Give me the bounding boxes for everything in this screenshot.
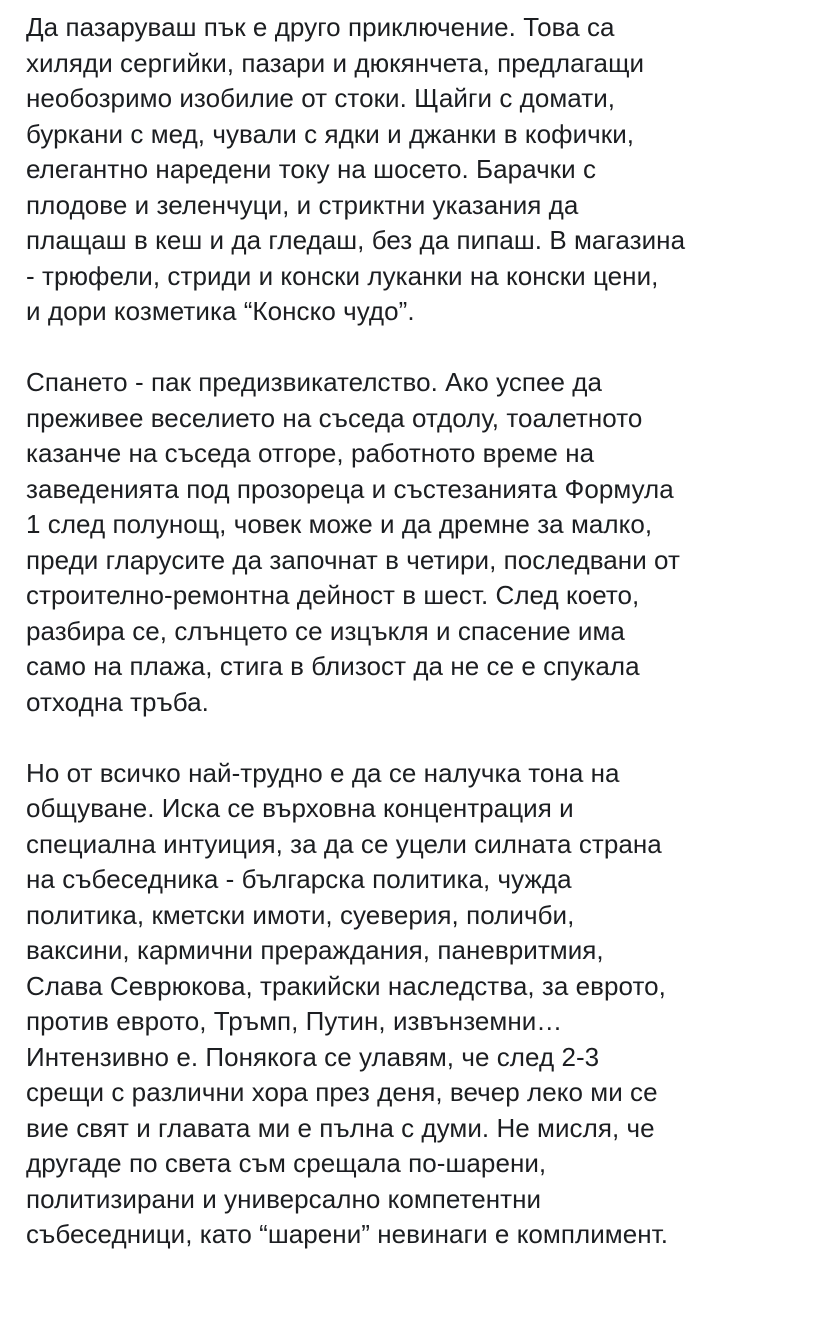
text-line: специална интуиция, за да се уцели силната страна [26,828,662,859]
text-line: хиляди сергийки, пазари и дюкянчета, предлагащи [26,47,645,78]
text-line: събеседници, като “шарени” невинаги е комплимент. [26,1219,668,1249]
text-line: 1 след полунощ, човек може и да дремне за малко, [26,509,653,539]
text-line: на събеседника - българска политика, чужда [26,864,572,894]
text-line: Но от всичко най-трудно е да се налучка тона на [26,757,620,788]
text-line: общуване. Иска се върховна концентрация и [26,793,574,823]
text-line: казанче на съседа отгоре, работното време на [26,438,595,468]
text-line: само на плажа, стига в близост да не се е спукала [26,651,640,681]
text-line: елегантно наредени току на шосето. Барачки с [26,154,596,184]
text-line: вие свят и главата ми е пълна с думи. Не мисля, че [26,1112,655,1143]
text-paragraph [26,756,816,1253]
text-line: ваксини, кармични прераждания, паневритмия, [26,935,604,965]
post-text-body [26,10,816,1288]
text-line: заведенията под прозореца и състезанията Формула [26,473,674,504]
text-line: - трюфели, стриди и конски луканки на конски цени, [26,260,659,291]
text-line: срещи с различни хора през деня, вечер леко ми се [26,1077,658,1107]
text-line: Спането - пак предизвикателство. Ако успее да [26,367,603,397]
text-paragraph [26,10,816,330]
text-line: буркани с мед, чували с ядки и джанки в кофички, [26,118,635,149]
text-line: Да пазаруваш пък е друго приключение. Това са [26,12,615,42]
text-line: политика, кметски имоти, суеверия, поличби, [26,899,575,930]
text-line: против еврото, Тръмп, Путин, извънземни… [26,1006,563,1036]
text-line: строително-ремонтна дейност в шест. След което, [26,580,640,610]
text-line: преживее веселието на съседа отдолу, тоалетното [26,402,643,433]
text-line: другаде по света съм срещала по-шарени, [26,1148,547,1178]
text-paragraph [26,365,816,720]
text-line: Слава Севрюкова, тракийски наследства, за еврото, [26,970,666,1001]
text-line: Интензивно е. Понякога се улавям, че след 2-3 [26,1041,600,1072]
text-line: плащаш в кеш и да гледаш, без да пипаш. В магазина [26,225,686,255]
text-line: плодове и зеленчуци, и стриктни указания да [26,189,579,220]
text-line: политизирани и универсално компетентни [26,1183,542,1214]
text-line: и дори козметика “Конско чудо”. [26,296,415,326]
text-line: необозримо изобилие от стоки. Щайги с домати, [26,83,616,113]
text-line: преди гларусите да започнат в четири, последвани от [26,544,680,575]
text-line: разбира се, слънцето се изцъкля и спасение има [26,615,625,646]
text-line: отходна тръба. [26,686,209,717]
